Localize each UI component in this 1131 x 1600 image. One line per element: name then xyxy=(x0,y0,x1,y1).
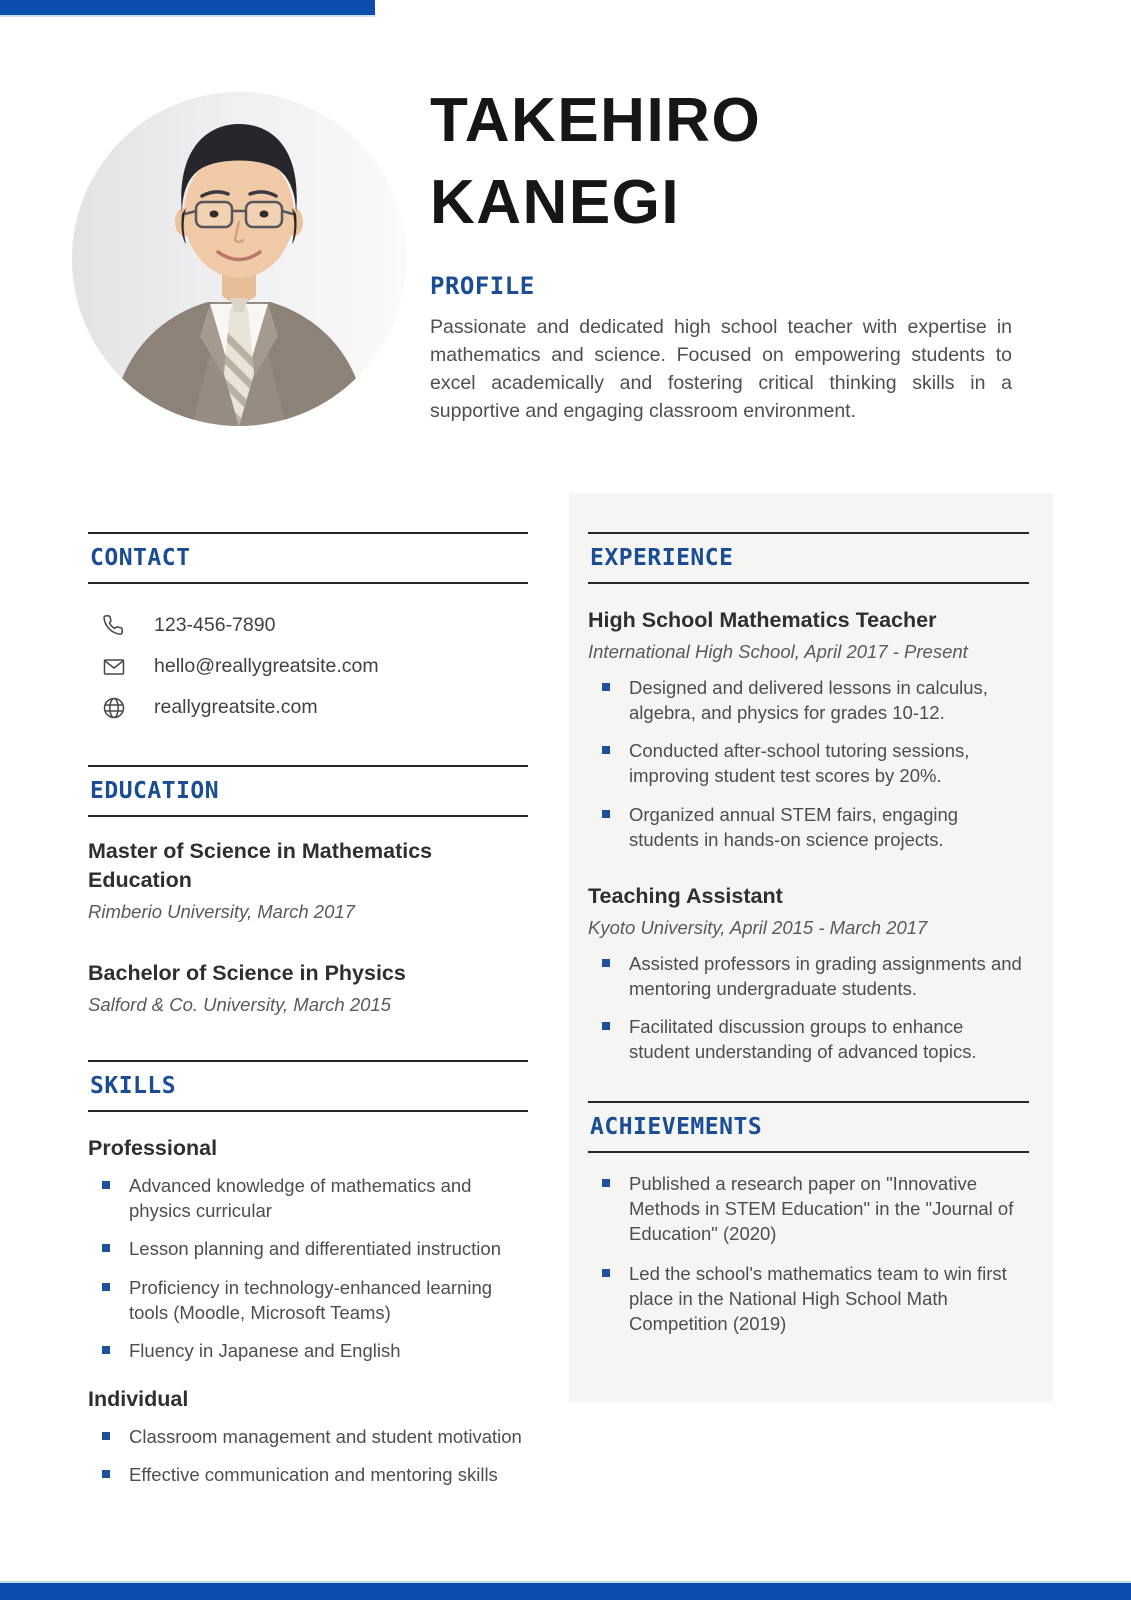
skill-text: Advanced knowledge of mathematics and physics curricular xyxy=(129,1175,472,1222)
square-bullet-icon xyxy=(102,1346,110,1354)
skill-text: Classroom management and student motivation xyxy=(129,1425,522,1447)
achievement-text: Led the school's mathematics team to win first place in the National High School Math Competition (2019) xyxy=(629,1263,1007,1335)
skill-text: Fluency in Japanese and English xyxy=(129,1339,401,1361)
achievements-section xyxy=(588,1101,1029,1337)
square-bullet-icon xyxy=(602,1179,610,1187)
experience-section xyxy=(588,532,1029,1065)
contact-website-text: reallygreatsite.com xyxy=(154,696,318,718)
square-bullet-icon xyxy=(102,1283,110,1291)
square-bullet-icon xyxy=(602,959,610,967)
contact-phone-text: 123-456-7890 xyxy=(154,614,276,636)
profile-section xyxy=(430,272,1012,426)
achievement-item xyxy=(602,1261,1029,1336)
education-entry xyxy=(88,959,528,1016)
person-name xyxy=(430,80,1030,244)
experience-heading xyxy=(588,532,1029,584)
job-bullet-text: Organized annual STEM fairs, engaging students in hands-on science projects. xyxy=(629,803,959,850)
skills-list-individual xyxy=(88,1424,528,1487)
degree-title: Master of Science in Mathematics Education xyxy=(88,839,433,893)
square-bullet-icon xyxy=(102,1470,110,1478)
portrait-illustration xyxy=(72,92,406,426)
education-entry xyxy=(88,837,528,923)
achievement-item xyxy=(602,1171,1029,1246)
name-block xyxy=(430,80,1030,244)
skill-text: Effective communication and mentoring skills xyxy=(129,1464,498,1486)
degree-meta: Salford & Co. University, March 2015 xyxy=(88,994,391,1016)
profile-photo xyxy=(72,92,406,426)
job-bullet xyxy=(602,951,1029,1001)
job-entry xyxy=(588,606,1029,852)
left-column xyxy=(88,532,528,1500)
square-bullet-icon xyxy=(602,746,610,754)
skills-group-professional: Professional xyxy=(88,1136,218,1161)
envelope-icon xyxy=(102,655,126,679)
contact-item-email xyxy=(102,653,528,680)
square-bullet-icon xyxy=(102,1432,110,1440)
achievements-heading xyxy=(588,1101,1029,1153)
globe-icon xyxy=(102,696,126,720)
skill-text: Lesson planning and differentiated instruction xyxy=(129,1238,501,1260)
skills-list-professional xyxy=(88,1173,528,1363)
job-role: Teaching Assistant xyxy=(588,883,783,908)
bottom-accent-bar xyxy=(0,1581,1131,1600)
square-bullet-icon xyxy=(602,1022,610,1030)
square-bullet-icon xyxy=(602,1269,610,1277)
skill-item xyxy=(102,1236,528,1261)
job-bullet-text: Designed and delivered lessons in calculus, algebra, and physics for grades 10-12. xyxy=(629,677,988,724)
skills-heading xyxy=(88,1060,528,1112)
job-bullet-text: Facilitated discussion groups to enhance student understanding of advanced topics. xyxy=(629,1016,977,1063)
name-line-1: TAKEHIRO xyxy=(430,86,762,155)
square-bullet-icon xyxy=(102,1244,110,1252)
contact-title: CONTACT xyxy=(90,545,191,571)
skills-title: SKILLS xyxy=(90,1073,177,1100)
skill-item xyxy=(102,1424,528,1449)
job-role: High School Mathematics Teacher xyxy=(588,608,937,632)
profile-text: Passionate and dedicated high school teacher with expertise in mathematics and science. Focused on empowering students to excel academically and fostering critical thinking skills in a supportive and engaging classroom environment. xyxy=(430,316,1012,422)
profile-title: PROFILE xyxy=(430,272,535,300)
job-entry xyxy=(588,882,1029,1065)
job-bullet xyxy=(602,738,1029,788)
achievements-list xyxy=(588,1171,1029,1337)
contact-section xyxy=(88,532,528,721)
degree-title: Bachelor of Science in Physics xyxy=(88,961,406,986)
right-panel xyxy=(569,493,1053,1402)
job-bullet xyxy=(602,675,1029,725)
experience-title: EXPERIENCE xyxy=(590,545,734,571)
education-section xyxy=(88,765,528,1016)
job-bullet-list xyxy=(588,951,1029,1065)
square-bullet-icon xyxy=(102,1181,110,1189)
job-bullet-list xyxy=(588,675,1029,852)
skills-group-individual: Individual xyxy=(88,1386,189,1411)
skills-section xyxy=(88,1060,528,1487)
contact-item-phone xyxy=(102,612,528,639)
contact-email-text: hello@reallygreatsite.com xyxy=(154,655,379,677)
achievement-text: Published a research paper on "Innovative Methods in STEM Education" in the "Journal of Education" (2020) xyxy=(629,1172,1014,1244)
skill-item xyxy=(102,1462,528,1487)
skill-item xyxy=(102,1275,528,1325)
job-bullet xyxy=(602,1014,1029,1064)
phone-icon xyxy=(102,614,126,638)
square-bullet-icon xyxy=(602,683,610,691)
contact-item-website xyxy=(102,694,528,721)
contact-list xyxy=(88,612,528,721)
education-heading xyxy=(88,765,528,817)
degree-meta: Rimberio University, March 2017 xyxy=(88,901,355,923)
name-line-2: KANEGI xyxy=(430,167,681,237)
square-bullet-icon xyxy=(602,810,610,818)
skill-item xyxy=(102,1173,528,1223)
contact-heading xyxy=(88,532,528,584)
achievements-title: ACHIEVEMENTS xyxy=(590,1113,763,1140)
education-title: EDUCATION xyxy=(90,778,220,804)
skill-text: Proficiency in technology-enhanced learning tools (Moodle, Microsoft Teams) xyxy=(129,1276,493,1323)
top-accent-bar xyxy=(0,0,375,17)
job-bullet xyxy=(602,802,1029,852)
job-meta: Kyoto University, April 2015 - March 2017 xyxy=(588,916,928,938)
skill-item xyxy=(102,1338,528,1363)
job-bullet-text: Conducted after-school tutoring sessions, improving student test scores by 20%. xyxy=(629,740,970,787)
job-bullet-text: Assisted professors in grading assignments and mentoring undergraduate students. xyxy=(629,952,1022,1000)
job-meta: International High School, April 2017 - Present xyxy=(588,641,968,663)
